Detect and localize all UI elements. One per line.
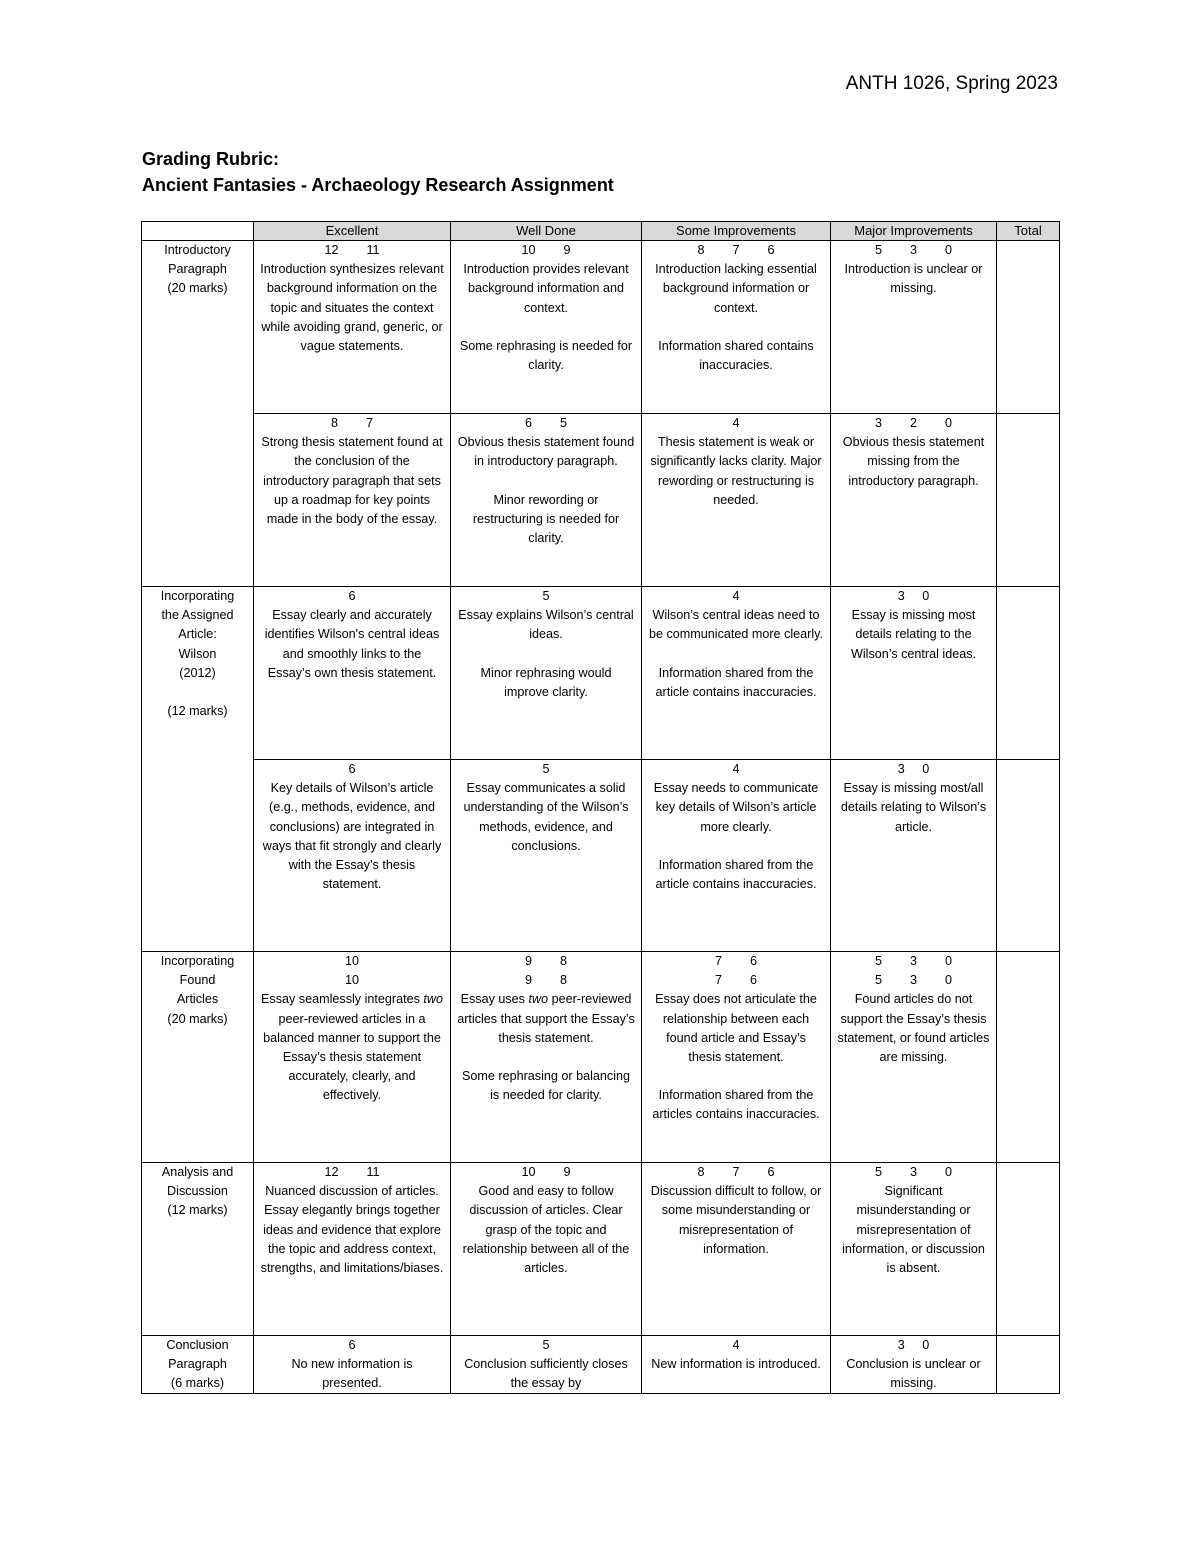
title-line-2: Ancient Fantasies - Archaeology Research Assignment [142,175,614,195]
table-row [142,952,1060,1163]
descriptor: Essay is missing most/all details relating to Wilson’s article. [840,781,987,834]
descriptor-2: Some rephrasing or balancing is needed for clarity. [461,1069,631,1103]
score: 4 [732,589,740,603]
descriptor: Essay does not articulate the relationship between each found article and Essay’s thesis statement. [655,992,817,1065]
descriptor: Found articles do not support the Essay’s thesis statement, or found articles are missing. [837,992,990,1065]
criterion-marks: (20 marks) [167,281,228,296]
score: 3 0 [897,589,930,603]
cell-excellent [254,414,451,587]
header-well-done: Well Done [451,222,642,241]
score: 7 6 [715,954,757,968]
cell-well-done [451,1163,642,1336]
descriptor-2: Some rephrasing is needed for clarity. [459,338,633,373]
table-row [142,1163,1060,1336]
criterion-name: Analysis and Discussion [161,1165,234,1199]
header-blank [142,222,254,241]
cell-some-improvements [642,414,831,587]
cell-well-done [451,1336,642,1394]
descriptor: Strong thesis statement found at the conclusion of the introductory paragraph that sets up a roadmap for key points made in the body of the essay. [261,435,443,527]
score: 5 3 0 [875,1165,952,1179]
table-row [142,1336,1060,1394]
cell-excellent [254,241,451,414]
score-2: 5 3 0 [875,973,952,988]
criterion-found-articles [142,952,254,1163]
score: 3 2 0 [875,416,952,430]
table-row [142,760,1060,952]
score: 5 3 0 [875,954,952,968]
title-line-1: Grading Rubric: [142,149,280,169]
descriptor-2: Minor rewording or restructuring is needed for clarity. [472,492,620,546]
table-row [142,414,1060,587]
score: 5 3 0 [875,243,952,257]
descriptor: Conclusion sufficiently closes the essay by [464,1357,628,1391]
cell-well-done [451,587,642,760]
criterion-marks: (20 marks) [167,1011,228,1026]
score: 5 [542,762,550,776]
descriptor-2: Information shared contains inaccuracies. [658,338,814,373]
descriptor: Good and easy to follow discussion of articles. Clear grasp of the topic and relationship between all of the articles. [462,1184,630,1276]
score: 4 [732,1338,740,1352]
descriptor: Conclusion is unclear or missing. [846,1357,981,1391]
cell-excellent [254,587,451,760]
descriptor-2: Information shared from the article contains inaccuracies. [655,665,817,699]
descriptor: Wilson’s central ideas need to be communicated more clearly. [648,608,824,642]
descriptor: Thesis statement is weak or significantly lacks clarity. Major rewording or restructuring is needed. [650,435,822,507]
descriptor: Essay needs to communicate key details of Wilson’s article more clearly. [653,781,819,834]
cell-some-improvements [642,1336,831,1394]
rubric-title [142,146,614,198]
descriptor: No new information is presented. [291,1357,413,1391]
cell-some-improvements [642,1163,831,1336]
score: 6 [348,1338,356,1352]
score: 3 0 [897,762,930,776]
criterion-marks: (12 marks) [167,1203,228,1218]
cell-total[interactable] [997,414,1060,587]
criterion-analysis [142,1163,254,1336]
course-header: ANTH 1026, Spring 2023 [845,73,1058,94]
cell-some-improvements [642,587,831,760]
cell-major-improvements [831,760,997,952]
cell-major-improvements [831,414,997,587]
cell-some-improvements [642,952,831,1163]
descriptor: Nuanced discussion of articles. Essay elegantly brings together ideas and evidence that explore the topic and address context, strengths, and limitations/biases. [260,1184,444,1276]
descriptor: Introduction lacking essential background information or context. [655,262,817,315]
cell-total[interactable] [997,1163,1060,1336]
descriptor: Introduction synthesizes relevant background information on the topic and situates the context while avoiding grand, generic, or vague statements. [260,262,444,354]
header-excellent: Excellent [254,222,451,241]
score: 10 9 [521,1165,571,1179]
cell-some-improvements [642,760,831,952]
descriptor: Obvious thesis statement found in introductory paragraph. [457,435,635,469]
cell-excellent [254,1163,451,1336]
score: 10 9 [521,243,571,257]
cell-some-improvements [642,241,831,414]
score: 8 7 6 [697,1165,775,1179]
cell-total[interactable] [997,760,1060,952]
cell-total[interactable] [997,952,1060,1163]
score: 4 [732,416,740,430]
cell-major-improvements [831,1336,997,1394]
descriptor: Essay communicates a solid understanding of the Wilson’s methods, evidence, and conclusions. [463,781,629,853]
cell-major-improvements [831,952,997,1163]
descriptor: Key details of Wilson’s article (e.g., methods, evidence, and conclusions) are integrated in ways that fit strongly and clearly with the Essay’s thesis statement. [262,781,442,892]
score: 5 [542,589,550,603]
cell-excellent [254,760,451,952]
descriptor: Essay seamlessly integrates two peer-reviewed articles in a balanced manner to support the Essay’s thesis statement accurately, clearly, and effectively. [261,992,443,1103]
score: 8 7 [331,416,373,430]
criterion-name: Introductory Paragraph [164,243,231,277]
descriptor-2: Minor rephrasing would improve clarity. [480,665,612,699]
cell-well-done [451,241,642,414]
cell-major-improvements [831,587,997,760]
criterion-name: Incorporating the Assigned Article: Wilson [160,589,235,661]
cell-total[interactable] [997,241,1060,414]
score: 6 [348,589,356,603]
descriptor: New information is introduced. [651,1357,821,1372]
cell-well-done [451,952,642,1163]
score: 9 8 [525,954,567,968]
table-row [142,241,1060,414]
cell-total[interactable] [997,1336,1060,1394]
descriptor-2: Information shared from the article contains inaccuracies. [655,857,817,892]
descriptor: Essay uses two peer-reviewed articles that support the Essay’s thesis statement. [457,992,635,1045]
grading-rubric-table [141,221,1060,1394]
cell-major-improvements [831,1163,997,1336]
score: 3 0 [897,1338,930,1352]
descriptor: Introduction provides relevant background information and context. [463,262,629,315]
cell-excellent [254,1336,451,1394]
header-row [142,222,1060,241]
score: 4 [732,762,740,776]
descriptor: Discussion difficult to follow, or some misunderstanding or misrepresentation of information. [650,1184,822,1256]
criterion-marks: (6 marks) [170,1376,225,1391]
score: 6 [348,762,356,776]
score: 10 [344,954,359,968]
score: 6 5 [525,416,567,430]
descriptor: Essay explains Wilson’s central ideas. [458,608,634,642]
score-2: 9 8 [525,973,567,988]
descriptor: Essay is missing most details relating to the Wilson’s central ideas. [850,608,977,661]
score: 8 7 6 [697,243,775,257]
cell-major-improvements [831,241,997,414]
criterion-assigned-article [142,587,254,952]
cell-excellent [254,952,451,1163]
cell-total[interactable] [997,587,1060,760]
criterion-name: Conclusion Paragraph [166,1338,229,1372]
score-2: 10 [344,973,359,988]
table-row [142,587,1060,760]
descriptor-2: Information shared from the articles contains inaccuracies. [652,1088,820,1122]
header-total: Total [997,222,1060,241]
descriptor: Essay clearly and accurately identifies Wilson's central ideas and smoothly links to the Essay’s own thesis statement. [264,608,440,680]
score: 5 [542,1338,550,1352]
criterion-marks: (12 marks) [167,704,228,719]
score: 12 11 [324,243,380,257]
descriptor: Significant misunderstanding or misrepresentation of information, or discussion is absent. [842,1184,985,1276]
criterion-year: (2012) [179,665,216,680]
score: 12 11 [324,1165,380,1179]
cell-well-done [451,760,642,952]
cell-well-done [451,414,642,587]
score-2: 7 6 [715,973,757,988]
descriptor: Introduction is unclear or missing. [844,262,983,296]
header-major-improvements: Major Improvements [831,222,997,241]
criterion-name: Incorporating Found Articles [160,954,235,1007]
criterion-conclusion [142,1336,254,1394]
criterion-intro [142,241,254,587]
descriptor: Obvious thesis statement missing from the introductory paragraph. [842,435,985,488]
header-some-improvements: Some Improvements [642,222,831,241]
